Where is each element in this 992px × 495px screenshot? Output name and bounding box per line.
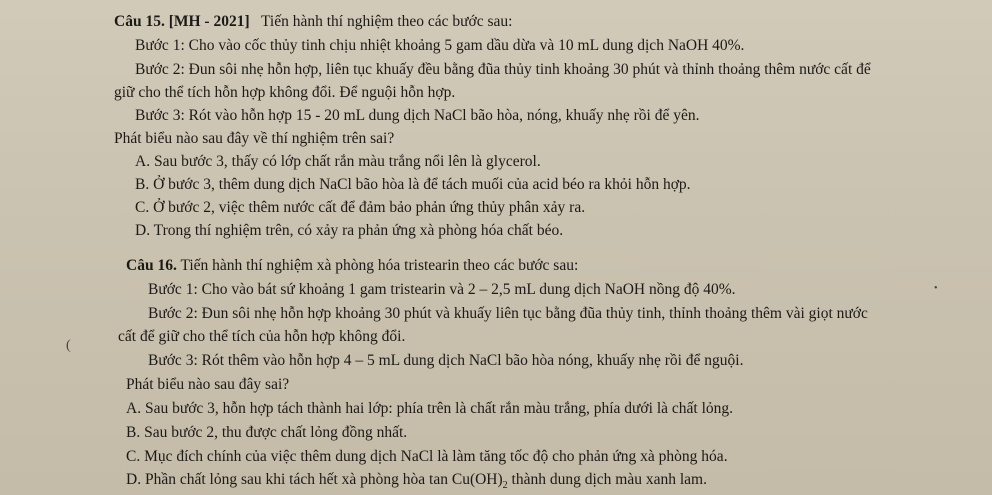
q16-option-d-tail: thành dung dịch màu xanh lam. bbox=[507, 471, 707, 488]
q16-option-d-text: D. Phần chất lỏng sau khi tách hết xà phòng hòa tan Cu(OH) bbox=[126, 471, 503, 488]
q16-title: Câu 16. bbox=[126, 257, 177, 274]
q16-prompt: Phát biểu nào sau đây sai? bbox=[126, 376, 290, 393]
q15-step3: Bước 3: Rót vào hỗn hợp 15 - 20 mL dung dịch NaCl bão hòa, nóng, khuấy nhẹ rồi để yên. bbox=[135, 107, 700, 124]
q15-step2-line1: Bước 2: Đun sôi nhẹ hỗn hợp, liên tục khuấy đều bằng đũa thủy tinh khoảng 30 phút và thỉnh thoảng thêm nước cất để bbox=[135, 61, 871, 78]
q16-step2-line1: Bước 2: Đun sôi nhẹ hỗn hợp khoảng 30 phút và khuấy liên tục bằng đũa thủy tinh, thỉnh thoảng thêm vài giọt nước bbox=[148, 305, 868, 322]
q16-option-d[interactable] bbox=[126, 470, 707, 490]
q15-prompt: Phát biểu nào sau đây về thí nghiệm trên sai? bbox=[114, 130, 395, 147]
q16-step3: Bước 3: Rót thêm vào hỗn hợp 4 – 5 mL dung dịch NaCl bão hòa nóng, khuấy nhẹ rồi để nguội. bbox=[148, 352, 744, 369]
q16-header bbox=[126, 256, 578, 276]
q16-step2-line2: cất để giữ cho thể tích của hỗn hợp không đổi. bbox=[118, 328, 406, 345]
q15-option-c[interactable]: C. Ở bước 2, việc thêm nước cất để đảm bảo phản ứng thủy phân xảy ra. bbox=[135, 199, 586, 216]
q16-option-d-subscript: 2 bbox=[502, 480, 508, 492]
stray-dot-right: • bbox=[934, 283, 938, 294]
q15-option-b[interactable]: B. Ở bước 3, thêm dung dịch NaCl bão hòa là để tách muối của acid béo ra khỏi hỗn hợp. bbox=[135, 176, 691, 193]
q15-header bbox=[114, 12, 512, 32]
q16-option-b[interactable]: B. Sau bước 2, thu được chất lỏng đồng nhất. bbox=[126, 424, 408, 441]
q16-step1: Bước 1: Cho vào bát sứ khoảng 1 gam tristearin và 2 – 2,5 mL dung dịch NaOH nồng độ 40%. bbox=[148, 281, 736, 298]
q16-option-c[interactable]: C. Mục đích chính của việc thêm dung dịch NaCl là làm tăng tốc độ cho phản ứng xà phòng hóa. bbox=[126, 448, 728, 465]
q16-option-a[interactable]: A. Sau bước 3, hỗn hợp tách thành hai lớp: phía trên là chất rắn màu trắng, phía dưới là chất lỏng. bbox=[126, 400, 733, 417]
q16-intro: Tiến hành thí nghiệm xà phòng hóa tristearin theo các bước sau: bbox=[180, 257, 579, 274]
q15-option-d[interactable]: D. Trong thí nghiệm trên, có xảy ra phản ứng xà phòng hóa chất béo. bbox=[135, 222, 564, 239]
q15-step2-line2: giữ cho thể tích hỗn hợp không đổi. Để nguội hỗn hợp. bbox=[114, 84, 456, 101]
q15-intro: Tiến hành thí nghiệm theo các bước sau: bbox=[260, 13, 513, 30]
q15-option-a[interactable]: A. Sau bước 3, thấy có lớp chất rắn màu trắng nổi lên là glycerol. bbox=[135, 153, 541, 170]
stray-mark-left: ( bbox=[66, 338, 71, 353]
q15-step1: Bước 1: Cho vào cốc thủy tinh chịu nhiệt khoảng 5 gam dầu dừa và 10 mL dung dịch NaOH 40%. bbox=[135, 37, 745, 54]
q15-title: Câu 15. [MH - 2021] bbox=[114, 13, 250, 30]
